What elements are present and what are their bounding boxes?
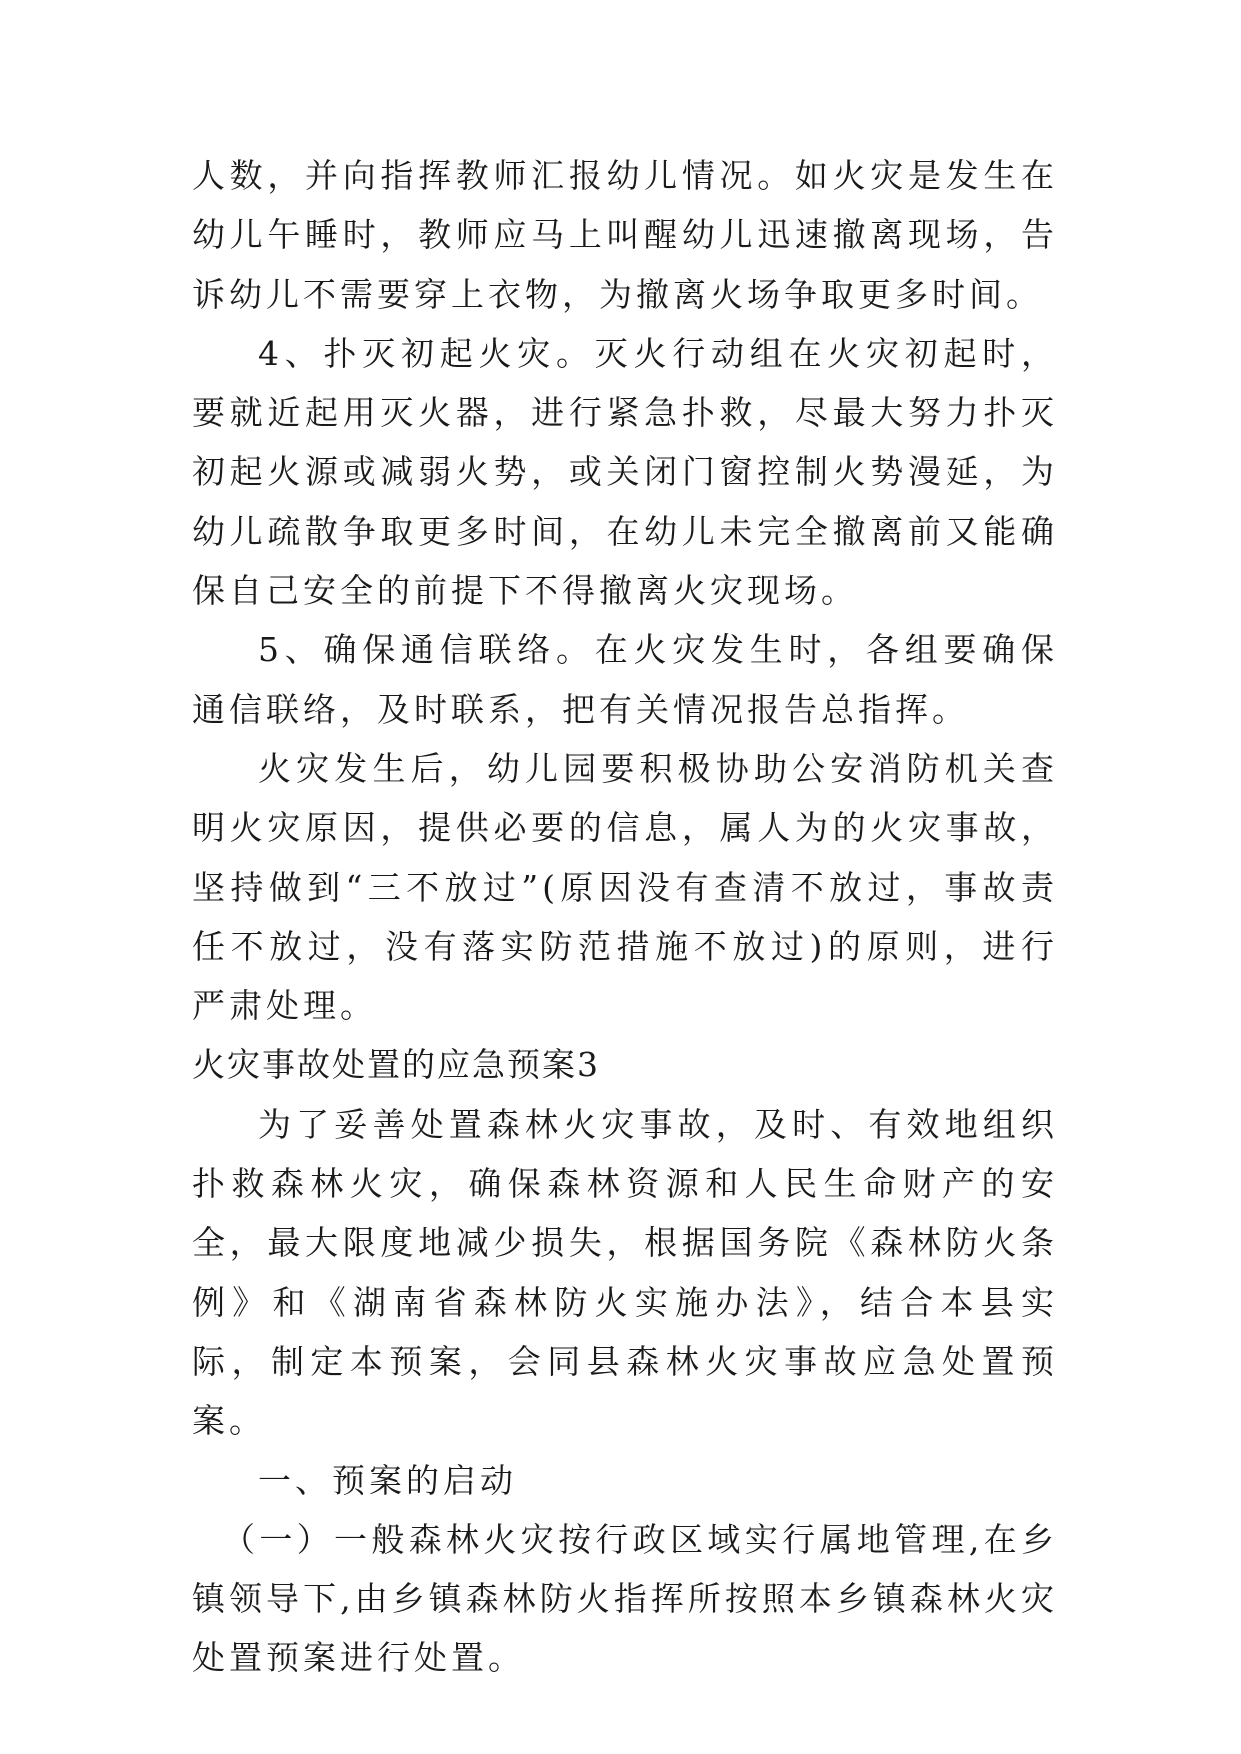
paragraph-continuation: 人数，并向指挥教师汇报幼儿情况。如火灾是发生在幼儿午睡时，教师应马上叫醒幼儿迅速撤离现场，告诉幼儿不需要穿上衣物，为撤离火场争取更多时间。 (192, 156, 1058, 314)
paragraph-item-5: 5、确保通信联络。在火灾发生时，各组要确保通信联络，及时联系，把有关情况报告总指挥。 (192, 630, 1058, 729)
document-page (192, 146, 1058, 1688)
paragraph-item-one: （一）一般森林火灾按行政区域实行属地管理,在乡镇领导下,由乡镇森林防火指挥所按照本乡镇森林火灾处置预案进行处置。 (192, 1519, 1058, 1678)
paragraph-item-4: 4、扑灭初起火灾。灭火行动组在火灾初起时，要就近起用灭火器，进行紧急扑救，尽最大努力扑灭初起火源或减弱火势，或关闭门窗控制火势漫延，为幼儿疏散争取更多时间，在幼儿未完全撤离前又能确保自己安全的前提下不得撤离火灾现场。 (192, 333, 1058, 611)
subheading-plan-activation: 一、预案的启动 (258, 1460, 517, 1500)
section-heading: 火灾事故处置的应急预案3 (192, 1045, 600, 1085)
paragraph-intro: 为了妥善处置森林火灾事故，及时、有效地组织扑救森林火灾，确保森林资源和人民生命财产的安全，最大限度地减少损失，根据国务院《森林防火条例》和《湖南省森林防火实施办法》，结合本县实际，制定本预案，会同县森林火灾事故应急处置预案。 (192, 1104, 1058, 1441)
paragraph-aftermath: 火灾发生后，幼儿园要积极协助公安消防机关查明火灾原因，提供必要的信息，属人为的火灾事故，坚持做到“三不放过”(原因没有查清不放过，事故责任不放过，没有落实防范措施不放过)的原则，进行严肃处理。 (192, 748, 1058, 1026)
